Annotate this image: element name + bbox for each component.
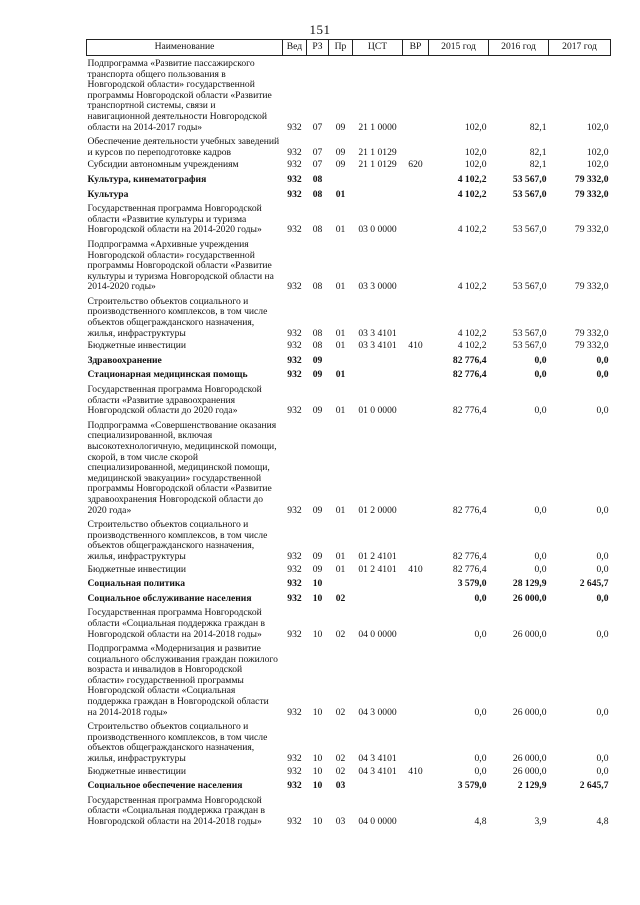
row-value-2016: 0,0 xyxy=(534,354,547,366)
row-pr xyxy=(329,353,353,368)
table-row xyxy=(87,605,611,641)
row-value-2015: 82 776,4 xyxy=(452,405,487,417)
row-value-2017: 102,0 xyxy=(586,121,609,133)
row-value-2017: 4,8 xyxy=(596,816,609,827)
row-name: Государственная программа Новгородской области «Развитие культуры и туризма Новгородской области на 2014-2020 годы» xyxy=(87,203,262,236)
row-cst xyxy=(353,778,403,793)
row-value-2017: 79 332,0 xyxy=(574,224,609,236)
row-name: Подпрограмма «Развитие пассажирского транспорта общего пользования в Новгородской области» государственной программы Новгородской области «Развитие транспортной системы, связи и навигационной деятельности Новгородской области на 2014-2017 годы» xyxy=(87,58,272,133)
table-row xyxy=(87,353,611,368)
row-pr: 02 xyxy=(335,765,346,777)
row-vr xyxy=(403,591,429,606)
row-rz: 10 xyxy=(312,592,323,604)
row-pr: 01 xyxy=(335,327,346,339)
row-pr: 03 xyxy=(335,780,346,792)
row-value-2017: 0,0 xyxy=(596,706,609,718)
row-name: Государственная программа Новгородской области «Социальная поддержка граждан в Новгородской области на 2014-2018 годы» xyxy=(87,794,266,827)
row-cst: 01 2 4101 xyxy=(358,563,397,575)
row-value-2016: 3,9 xyxy=(534,816,547,827)
table-row xyxy=(87,159,611,172)
row-value-2017: 79 332,0 xyxy=(574,188,609,200)
row-pr: 09 xyxy=(335,146,346,158)
row-vr xyxy=(403,778,429,793)
header-2016: 2016 год xyxy=(489,40,549,56)
row-name: Социальная политика xyxy=(87,578,186,590)
row-value-2015: 102,0 xyxy=(464,159,487,171)
row-rz: 08 xyxy=(312,281,323,293)
row-rz: 10 xyxy=(312,765,323,777)
row-value-2016: 82,1 xyxy=(529,146,547,158)
row-ved: 932 xyxy=(287,504,302,516)
row-value-2016: 53 567,0 xyxy=(512,224,547,236)
row-cst: 04 3 0000 xyxy=(358,706,397,718)
row-value-2017: 79 332,0 xyxy=(574,281,609,293)
row-rz: 10 xyxy=(312,753,323,765)
row-ved: 932 xyxy=(287,224,302,236)
row-vr xyxy=(403,367,429,382)
table-row xyxy=(87,418,611,517)
row-vr: 410 xyxy=(408,563,423,575)
table-row xyxy=(87,591,611,606)
row-value-2017: 0,0 xyxy=(596,753,609,765)
row-cst: 01 2 0000 xyxy=(358,504,397,516)
row-value-2016: 53 567,0 xyxy=(512,281,547,293)
row-name: Государственная программа Новгородской области «Развитие здравоохранения Новгородской области до 2020 года» xyxy=(87,384,262,417)
row-ved: 932 xyxy=(287,146,302,158)
table-header-row xyxy=(87,40,611,56)
table-row xyxy=(87,641,611,719)
row-vr xyxy=(403,418,429,517)
row-vr: 620 xyxy=(408,159,423,171)
row-ved: 932 xyxy=(287,578,302,590)
row-value-2015: 82 776,4 xyxy=(452,563,487,575)
table-row xyxy=(87,793,611,829)
row-pr: 09 xyxy=(335,159,346,171)
row-value-2016: 26 000,0 xyxy=(512,592,547,604)
row-rz: 10 xyxy=(312,628,323,640)
row-cst: 04 3 4101 xyxy=(358,753,397,765)
row-ved: 932 xyxy=(287,354,302,366)
row-pr: 02 xyxy=(335,753,346,765)
row-cst: 04 3 4101 xyxy=(358,765,397,777)
row-pr: 03 xyxy=(335,816,346,827)
row-pr: 09 xyxy=(335,121,346,133)
row-pr: 02 xyxy=(335,592,346,604)
row-name: Подпрограмма «Совершенствование оказания специализированной, включая высокотехнологичную, медицинской помощи, скорой, в том числе скорой специализированной, медицинской помощи, медицинской эвакуации» государственной программы Новгородской области «Развитие здравоохранения Новгородской области до 2020 года» xyxy=(87,419,277,516)
row-name: Бюджетные инвестиции xyxy=(87,563,186,575)
table-row xyxy=(87,517,611,563)
row-value-2015: 0,0 xyxy=(474,765,487,777)
row-value-2016: 53 567,0 xyxy=(512,340,547,352)
row-value-2017: 0,0 xyxy=(596,592,609,604)
row-cst: 03 3 4101 xyxy=(358,327,397,339)
row-pr: 01 xyxy=(335,369,346,381)
row-ved: 932 xyxy=(287,188,302,200)
row-name: Социальное обслуживание населения xyxy=(87,592,252,604)
row-value-2015: 4 102,2 xyxy=(457,224,487,236)
row-rz: 07 xyxy=(312,159,323,171)
row-cst xyxy=(353,591,403,606)
row-value-2015: 0,0 xyxy=(474,706,487,718)
row-name: Субсидии автономным учреждениям xyxy=(87,159,239,171)
row-name: Бюджетные инвестиции xyxy=(87,765,186,777)
row-cst xyxy=(353,353,403,368)
header-pr: Пр xyxy=(329,40,353,56)
row-value-2016: 0,0 xyxy=(534,550,547,562)
row-vr xyxy=(403,517,429,563)
row-cst: 03 3 4101 xyxy=(358,340,397,352)
row-value-2016: 26 000,0 xyxy=(512,706,547,718)
row-value-2017: 79 332,0 xyxy=(574,327,609,339)
row-value-2017: 0,0 xyxy=(596,354,609,366)
row-value-2015: 0,0 xyxy=(474,753,487,765)
row-ved: 932 xyxy=(287,780,302,792)
row-value-2017: 0,0 xyxy=(596,504,609,516)
table-row xyxy=(87,778,611,793)
row-ved: 932 xyxy=(287,405,302,417)
row-pr xyxy=(329,172,353,187)
row-value-2017: 102,0 xyxy=(586,159,609,171)
row-value-2015: 82 776,4 xyxy=(452,504,487,516)
row-ved: 932 xyxy=(287,628,302,640)
row-cst xyxy=(353,187,403,202)
row-value-2015: 4 102,2 xyxy=(457,173,487,185)
row-pr xyxy=(329,576,353,591)
row-vr xyxy=(403,719,429,765)
table-row xyxy=(87,172,611,187)
row-value-2016: 26 000,0 xyxy=(512,765,547,777)
row-pr: 01 xyxy=(335,405,346,417)
row-rz: 07 xyxy=(312,121,323,133)
row-name: Подпрограмма «Модернизация и развитие социального обслуживания граждан пожилого возраста и инвалидов в Новгородской области» государственной программы Новгородской области «Социальная поддержка граждан в Новгородской области на 2014-2018 годы» xyxy=(87,643,278,718)
row-rz: 10 xyxy=(312,706,323,718)
row-cst xyxy=(353,576,403,591)
header-2017: 2017 год xyxy=(549,40,611,56)
row-rz: 07 xyxy=(312,146,323,158)
row-name: Социальное обеспечение населения xyxy=(87,780,243,792)
row-cst: 21 1 0000 xyxy=(358,121,397,133)
row-vr xyxy=(403,576,429,591)
row-pr: 01 xyxy=(335,504,346,516)
row-ved: 932 xyxy=(287,121,302,133)
row-cst xyxy=(353,367,403,382)
page-number: 151 xyxy=(309,22,331,37)
row-vr xyxy=(403,56,429,135)
row-rz: 10 xyxy=(312,578,323,590)
row-pr: 01 xyxy=(335,281,346,293)
row-value-2017: 0,0 xyxy=(596,550,609,562)
row-name: Строительство объектов социального и производственного комплексов, в том числе объектов общегражданского назначения, жилья, инфраструктуры xyxy=(87,721,268,765)
row-ved: 932 xyxy=(287,816,302,827)
table-row xyxy=(87,564,611,577)
table-row xyxy=(87,340,611,353)
row-value-2017: 79 332,0 xyxy=(574,340,609,352)
row-vr: 410 xyxy=(408,340,423,352)
row-vr xyxy=(403,793,429,829)
row-name: Обеспечение деятельности учебных заведений и курсов по переподготовке кадров xyxy=(87,136,280,158)
row-cst: 21 1 0129 xyxy=(358,159,397,171)
table-row xyxy=(87,294,611,340)
row-pr: 01 xyxy=(335,224,346,236)
row-vr xyxy=(403,134,429,159)
row-ved: 932 xyxy=(287,563,302,575)
row-vr xyxy=(403,172,429,187)
row-value-2017: 102,0 xyxy=(586,146,609,158)
row-value-2015: 4 102,2 xyxy=(457,340,487,352)
row-cst: 03 3 0000 xyxy=(358,281,397,293)
row-vr xyxy=(403,201,429,237)
row-ved: 932 xyxy=(287,592,302,604)
row-value-2016: 28 129,9 xyxy=(512,578,547,590)
row-cst: 03 0 0000 xyxy=(358,224,397,236)
header-vr: ВР xyxy=(403,40,429,56)
row-ved: 932 xyxy=(287,173,302,185)
row-rz: 08 xyxy=(312,340,323,352)
row-name: Строительство объектов социального и производственного комплексов, в том числе объектов общегражданского назначения, жилья, инфраструктуры xyxy=(87,295,268,339)
row-rz: 08 xyxy=(312,188,323,200)
row-ved: 932 xyxy=(287,327,302,339)
row-vr xyxy=(403,237,429,294)
row-value-2017: 0,0 xyxy=(596,405,609,417)
row-pr: 02 xyxy=(335,628,346,640)
row-value-2015: 0,0 xyxy=(474,628,487,640)
row-ved: 932 xyxy=(287,706,302,718)
row-value-2016: 26 000,0 xyxy=(512,628,547,640)
row-vr xyxy=(403,353,429,368)
row-rz: 08 xyxy=(312,224,323,236)
header-name: Наименование xyxy=(87,40,283,56)
row-ved: 932 xyxy=(287,765,302,777)
budget-table xyxy=(86,39,611,829)
row-cst: 21 1 0129 xyxy=(358,146,397,158)
table-row xyxy=(87,382,611,418)
row-value-2016: 2 129,9 xyxy=(517,780,547,792)
row-value-2017: 2 645,7 xyxy=(579,578,609,590)
row-name: Государственная программа Новгородской области «Социальная поддержка граждан в Новгородской области на 2014-2018 годы» xyxy=(87,607,266,640)
header-2015: 2015 год xyxy=(429,40,489,56)
row-rz: 09 xyxy=(312,369,323,381)
row-value-2015: 82 776,4 xyxy=(452,550,487,562)
row-pr: 01 xyxy=(335,550,346,562)
row-name: Бюджетные инвестиции xyxy=(87,340,186,352)
row-value-2015: 0,0 xyxy=(474,592,487,604)
row-value-2016: 0,0 xyxy=(534,563,547,575)
row-vr xyxy=(403,605,429,641)
row-cst: 01 0 0000 xyxy=(358,405,397,417)
row-value-2015: 82 776,4 xyxy=(452,354,487,366)
row-vr xyxy=(403,187,429,202)
row-value-2015: 4 102,2 xyxy=(457,281,487,293)
row-name: Подпрограмма «Архивные учреждения Новгородской области» государственной программы Новгородской области «Развитие культуры и туризма Новгородской области на 2014-2020 годы» xyxy=(87,238,274,293)
row-value-2016: 53 567,0 xyxy=(512,173,547,185)
row-value-2016: 53 567,0 xyxy=(512,327,547,339)
table-row xyxy=(87,719,611,765)
row-value-2017: 0,0 xyxy=(596,765,609,777)
row-value-2015: 4 102,2 xyxy=(457,188,487,200)
row-value-2015: 102,0 xyxy=(464,121,487,133)
row-cst: 01 2 4101 xyxy=(358,550,397,562)
row-rz: 08 xyxy=(312,173,323,185)
row-pr: 01 xyxy=(335,188,346,200)
row-value-2017: 0,0 xyxy=(596,369,609,381)
row-value-2015: 4 102,2 xyxy=(457,327,487,339)
row-vr xyxy=(403,294,429,340)
row-pr: 01 xyxy=(335,340,346,352)
header-cst: ЦСТ xyxy=(353,40,403,56)
table-body xyxy=(87,56,611,829)
table-row xyxy=(87,367,611,382)
row-vr xyxy=(403,641,429,719)
row-rz: 08 xyxy=(312,327,323,339)
row-rz: 09 xyxy=(312,405,323,417)
row-name: Культура, кинематография xyxy=(87,173,207,185)
row-value-2017: 0,0 xyxy=(596,628,609,640)
table-row xyxy=(87,134,611,159)
row-rz: 09 xyxy=(312,354,323,366)
row-cst: 04 0 0000 xyxy=(358,816,397,827)
row-ved: 932 xyxy=(287,753,302,765)
row-rz: 09 xyxy=(312,504,323,516)
row-rz: 10 xyxy=(312,780,323,792)
row-ved: 932 xyxy=(287,369,302,381)
row-cst: 04 0 0000 xyxy=(358,628,397,640)
row-rz: 09 xyxy=(312,550,323,562)
row-value-2015: 102,0 xyxy=(464,146,487,158)
table-row xyxy=(87,766,611,779)
row-ved: 932 xyxy=(287,340,302,352)
row-name: Здравоохранение xyxy=(87,354,162,366)
table-row xyxy=(87,576,611,591)
row-value-2017: 0,0 xyxy=(596,563,609,575)
row-ved: 932 xyxy=(287,281,302,293)
table-row xyxy=(87,201,611,237)
row-value-2016: 53 567,0 xyxy=(512,188,547,200)
row-rz: 09 xyxy=(312,563,323,575)
row-value-2017: 79 332,0 xyxy=(574,173,609,185)
row-value-2016: 0,0 xyxy=(534,504,547,516)
row-ved: 932 xyxy=(287,159,302,171)
row-name: Культура xyxy=(87,188,129,200)
row-vr xyxy=(403,382,429,418)
row-value-2016: 82,1 xyxy=(529,159,547,171)
row-ved: 932 xyxy=(287,550,302,562)
table-row xyxy=(87,187,611,202)
row-value-2016: 26 000,0 xyxy=(512,753,547,765)
header-rz: РЗ xyxy=(307,40,329,56)
row-value-2015: 3 579,0 xyxy=(457,578,487,590)
row-rz: 10 xyxy=(312,816,323,827)
row-vr: 410 xyxy=(408,765,423,777)
row-name: Строительство объектов социального и производственного комплексов, в том числе объектов общегражданского назначения, жилья, инфраструктуры xyxy=(87,519,268,562)
row-value-2015: 4,8 xyxy=(474,816,487,827)
row-pr: 02 xyxy=(335,706,346,718)
row-value-2015: 3 579,0 xyxy=(457,780,487,792)
header-ved: Вед xyxy=(283,40,307,56)
row-value-2016: 0,0 xyxy=(534,405,547,417)
row-value-2015: 82 776,4 xyxy=(452,369,487,381)
table-row xyxy=(87,237,611,294)
row-name: Стационарная медицинская помощь xyxy=(87,369,248,381)
row-pr: 01 xyxy=(335,563,346,575)
row-value-2016: 82,1 xyxy=(529,121,547,133)
row-value-2017: 2 645,7 xyxy=(579,780,609,792)
row-value-2016: 0,0 xyxy=(534,369,547,381)
row-cst xyxy=(353,172,403,187)
table-row xyxy=(87,56,611,135)
